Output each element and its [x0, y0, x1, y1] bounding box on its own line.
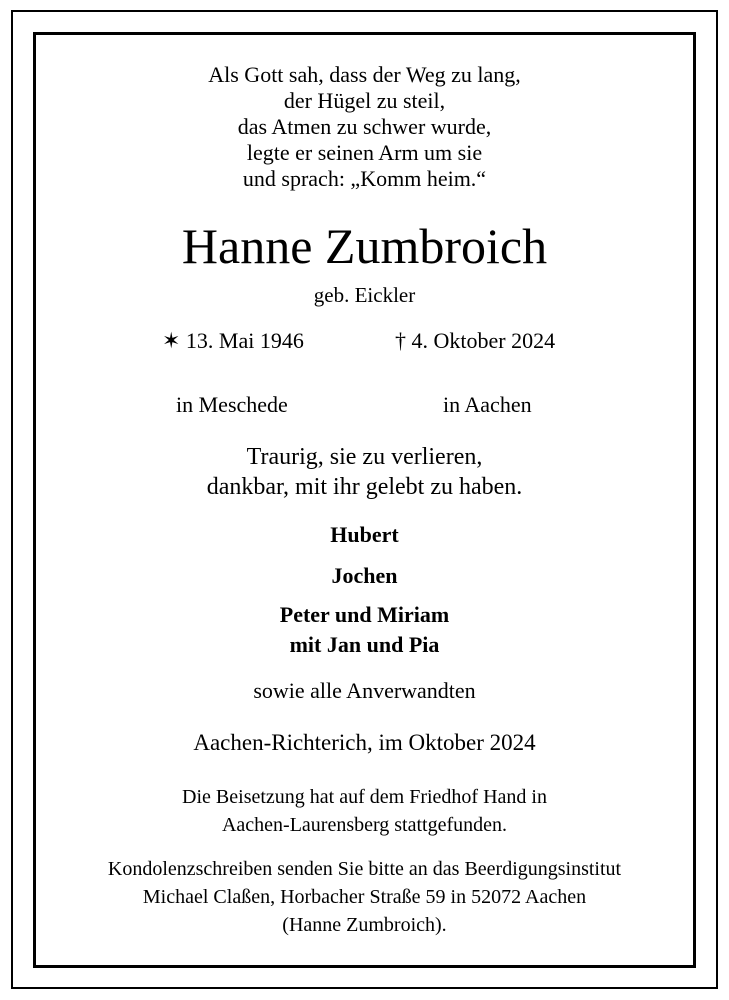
motto-line: Traurig, sie zu verlieren,: [246, 444, 483, 470]
poem-line: Als Gott sah, dass der Weg zu lang,: [208, 62, 521, 87]
birth-place: in Meschede: [176, 392, 288, 417]
poem: [36, 62, 693, 192]
relatives-line: sowie alle Anverwandten: [253, 678, 476, 703]
motto: [36, 442, 693, 502]
condolence-notice: [36, 855, 693, 939]
maiden-name: geb. Eickler: [313, 283, 416, 307]
burial-line: Aachen-Laurensberg stattgefunden.: [221, 814, 508, 836]
condolence-line: (Hanne Zumbroich).: [282, 914, 447, 936]
condolence-line: Kondolenzschreiben senden Sie bitte an das Beerdigungsinstitut: [107, 858, 622, 880]
birth-date: ✶ 13. Mai 1946: [162, 328, 304, 353]
poem-line: der Hügel zu steil,: [283, 88, 446, 113]
death-place: in Aachen: [443, 392, 532, 417]
poem-line: und sprach: „Komm heim.“: [242, 166, 487, 191]
burial-line: Die Beisetzung hat auf dem Friedhof Hand in: [182, 786, 547, 808]
motto-line: dankbar, mit ihr gelebt zu haben.: [206, 474, 523, 500]
mourner-name: Peter und Miriam: [279, 602, 450, 627]
deceased-name: Hanne Zumbroich: [181, 218, 548, 274]
condolence-line: Michael Claßen, Horbacher Straße 59 in 52072 Aachen: [142, 886, 587, 908]
poem-line: legte er seinen Arm um sie: [246, 140, 483, 165]
death-date: † 4. Oktober 2024: [395, 328, 556, 353]
poem-line: das Atmen zu schwer wurde,: [237, 114, 492, 139]
place-and-date: Aachen-Richterich, im Oktober 2024: [193, 730, 536, 755]
mourner-name: Hubert: [330, 522, 399, 547]
burial-notice: [36, 783, 693, 839]
mourner-name: Jochen: [331, 563, 398, 588]
mourner-name: mit Jan und Pia: [289, 632, 440, 657]
